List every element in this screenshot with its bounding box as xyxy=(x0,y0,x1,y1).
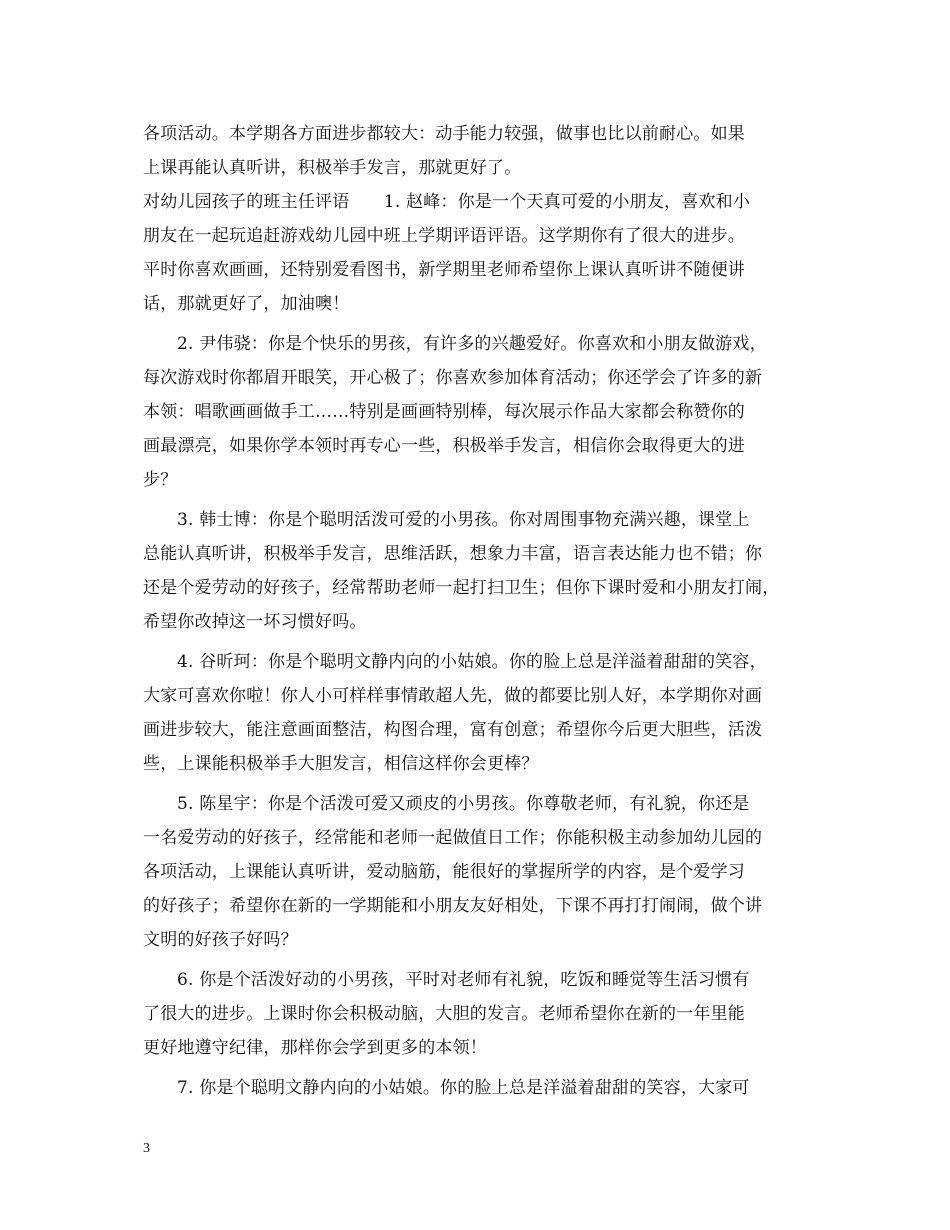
paragraph-4 xyxy=(143,645,808,781)
text-line: 画进步较大，能注意画面整洁，构图合理，富有创意；希望你今后更大胆些，活泼 xyxy=(143,720,763,740)
text-line: 5. 陈星宇：你是个活泼可爱又顽皮的小男孩。你尊敬老师，有礼貌，你还是 xyxy=(177,794,750,814)
text-line: 了很大的进步。上课时你会积极动脑，大胆的发言。老师希望你在新的一年里能 xyxy=(143,1004,745,1024)
text-line: 文明的好孩子好吗？ xyxy=(143,930,298,950)
text-line: 上课再能认真听讲，积极举手发言，那就更好了。 xyxy=(143,158,522,178)
text-line: 每次游戏时你都眉开眼笑，开心极了；你喜欢参加体育活动；你还学会了许多的新 xyxy=(143,368,763,388)
text-line: 平时你喜欢画画，还特别爱看图书，新学期里老师希望你上课认真听讲不随便讲 xyxy=(143,260,745,280)
text-line: 的好孩子；希望你在新的一学期能和小朋友友好相处，下课不再打打闹闹，做个讲 xyxy=(143,896,763,916)
paragraph-6 xyxy=(143,963,808,1065)
text-line: 各项活动。本学期各方面进步都较大：动手能力较强，做事也比以前耐心。如果 xyxy=(143,124,745,144)
text-line: 画最漂亮，如果你学本领时再专心一些，积极举手发言，相信你会取得更大的进 xyxy=(143,436,745,456)
text-line: 些，上课能积极举手大胆发言，相信这样你会更棒？ xyxy=(143,754,539,774)
text-line: 4. 谷昕珂：你是个聪明文静内向的小姑娘。你的脸上总是洋溢着甜甜的笑容， xyxy=(177,652,767,672)
text-line: 7. 你是个聪明文静内向的小姑娘。你的脸上总是洋溢着甜甜的笑容，大家可 xyxy=(177,1078,750,1098)
text-line: 还是个爱劳动的好孩子，经常帮助老师一起打扫卫生；但你下课时爱和小朋友打闹， xyxy=(143,578,780,598)
text-line: 朋友在一起玩追赶游戏幼儿园中班上学期评语评语。这学期你有了很大的进步。 xyxy=(143,226,745,246)
text-line: 对幼儿园孩子的班主任评语 1. 赵峰：你是一个天真可爱的小朋友，喜欢和小 xyxy=(143,192,751,212)
text-line: 希望你改掉这一坏习惯好吗。 xyxy=(143,612,367,632)
page-number: 3 xyxy=(143,1141,150,1156)
paragraph-continued xyxy=(143,117,808,185)
text-line: 2. 尹伟骁：你是个快乐的男孩，有许多的兴趣爱好。你喜欢和小朋友做游戏， xyxy=(177,334,767,354)
text-line: 6. 你是个活泼好动的小男孩，平时对老师有礼貌，吃饭和睡觉等生活习惯有 xyxy=(177,970,750,990)
body-text xyxy=(143,117,808,1105)
paragraph-7 xyxy=(143,1071,808,1105)
text-line: 一名爱劳动的好孩子，经常能和老师一起做值日工作；你能积极主动参加幼儿园的 xyxy=(143,828,763,848)
text-line: 总能认真听讲，积极举手发言，思维活跃，想象力丰富，语言表达能力也不错；你 xyxy=(143,544,763,564)
text-line: 本领：唱歌画画做手工……特别是画画特别棒，每次展示作品大家都会称赞你的 xyxy=(143,402,745,422)
paragraph-1 xyxy=(143,185,808,321)
text-line: 大家可喜欢你啦！你人小可样样事情敢超人先，做的都要比别人好，本学期你对画 xyxy=(143,686,763,706)
text-line: 话，那就更好了，加油噢！ xyxy=(143,294,350,314)
text-line: 各项活动，上课能认真听讲，爱动脑筋，能很好的掌握所学的内容，是个爱学习 xyxy=(143,862,745,882)
text-line: 更好地遵守纪律，那样你会学到更多的本领！ xyxy=(143,1038,487,1058)
text-line: 步？ xyxy=(143,470,178,490)
paragraph-3 xyxy=(143,503,808,639)
paragraph-5 xyxy=(143,787,808,957)
text-line: 3. 韩士博：你是个聪明活泼可爱的小男孩。你对周围事物充满兴趣，课堂上 xyxy=(177,510,750,530)
paragraph-2 xyxy=(143,327,808,497)
